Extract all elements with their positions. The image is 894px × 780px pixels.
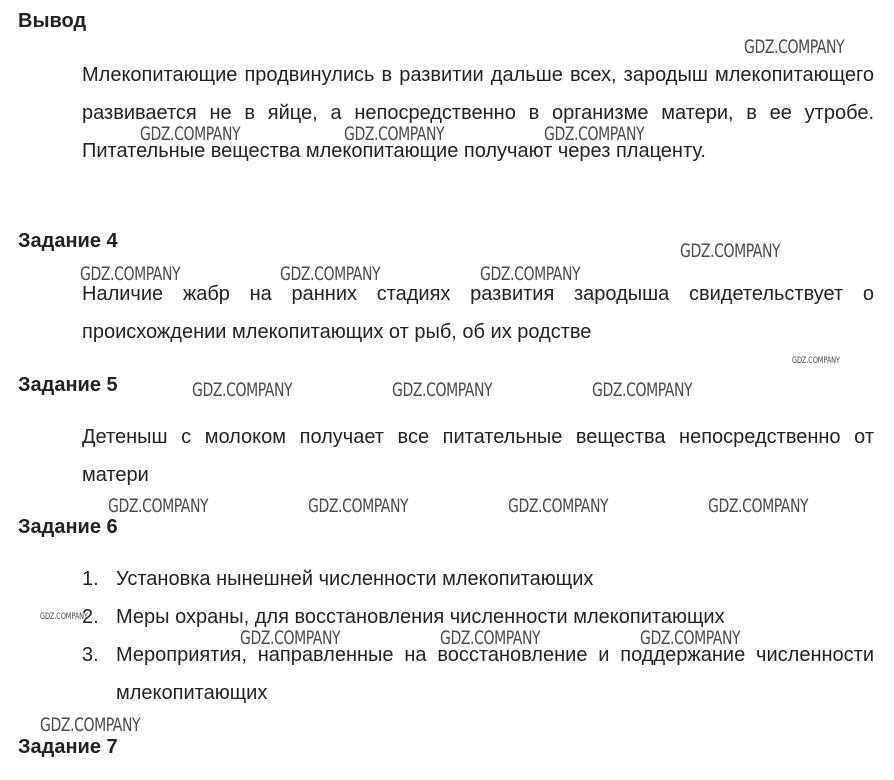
watermark: GDZ.COMPANY <box>192 379 293 401</box>
watermark: GDZ.COMPANY <box>140 123 241 145</box>
watermark: GDZ.COMPANY <box>240 627 341 649</box>
list-item-number: 3. <box>82 644 99 666</box>
watermark: GDZ.COMPANY <box>80 263 181 285</box>
watermark: GDZ.COMPANY <box>680 240 781 262</box>
watermark: GDZ.COMPANY <box>40 612 88 622</box>
watermark: GDZ.COMPANY <box>480 263 581 285</box>
task-5-answer: Детеныш с молоком получает все питательные вещества непосредственно от матери <box>82 426 874 486</box>
watermark: GDZ.COMPANY <box>280 263 381 285</box>
watermark: GDZ.COMPANY <box>640 627 741 649</box>
watermark: GDZ.COMPANY <box>40 714 141 736</box>
watermark: GDZ.COMPANY <box>708 495 809 517</box>
watermark: GDZ.COMPANY <box>108 495 209 517</box>
list-item-text: Меры охраны, для восстановления численности млекопитающих <box>116 606 725 628</box>
list-item-text: Мероприятия, направленные на восстановление и поддержание численности млекопитающих <box>116 644 874 704</box>
watermark: GDZ.COMPANY <box>544 123 645 145</box>
watermark: GDZ.COMPANY <box>440 627 541 649</box>
heading-task-6: Задание 6 <box>18 516 118 538</box>
watermark: GDZ.COMPANY <box>308 495 409 517</box>
heading-task-5: Задание 5 <box>18 374 118 396</box>
watermark: GDZ.COMPANY <box>392 379 493 401</box>
watermark: GDZ.COMPANY <box>592 379 693 401</box>
conclusion-paragraph: Млекопитающие продвинулись в развитии дальше всех, зародыш млекопитающего развивается не в яйце, а непосредственно в организме матери, в ее утробе. Питательные вещества млекопитающие получают через плаценту. <box>82 64 874 162</box>
watermark: GDZ.COMPANY <box>744 36 845 58</box>
list-item <box>82 560 874 598</box>
list-item-number: 2. <box>82 606 99 628</box>
list-item-number: 1. <box>82 568 99 590</box>
watermark: GDZ.COMPANY <box>344 123 445 145</box>
heading-conclusion: Вывод <box>18 10 87 32</box>
list-item-text: Установка нынешней численности млекопитающих <box>116 568 594 590</box>
watermark: GDZ.COMPANY <box>792 356 840 366</box>
heading-task-7: Задание 7 <box>18 736 118 758</box>
heading-task-4: Задание 4 <box>18 230 118 252</box>
task-4-answer: Наличие жабр на ранних стадиях развития зародыша свидетельствует о происхождении млекопитающих от рыб, об их родстве <box>82 283 874 343</box>
watermark: GDZ.COMPANY <box>508 495 609 517</box>
